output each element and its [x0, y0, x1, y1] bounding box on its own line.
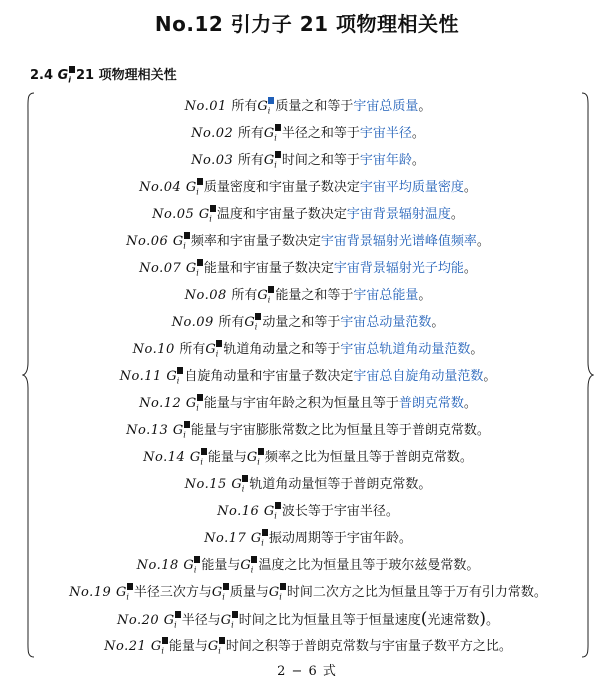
list-item: No.04 $G_i$ 质量密度和宇宙量子数决定宇宙平均质量密度。 — [139, 180, 477, 197]
graviton-symbol: $G_i$ — [185, 396, 199, 413]
graviton-symbol: $G_i$ — [163, 613, 177, 630]
graviton-symbol: $G_i$ — [263, 126, 277, 143]
list-item: No.16 $G_i$ 波长等于宇宙半径。 — [217, 504, 399, 521]
graviton-symbol: $G_i$ — [257, 288, 271, 305]
graviton-symbol: $G_i$ — [172, 423, 186, 440]
graviton-symbol: $G_i$ — [246, 450, 260, 467]
formula-number: 2 − 6 式 — [277, 664, 337, 679]
graviton-symbol: $G_i$ — [268, 585, 282, 602]
graviton-symbol: $G_i$ — [250, 531, 264, 548]
list-item: No.10 所有$G_i$ 轨道角动量之和等于宇宙总轨道角动量范数。 — [132, 342, 484, 359]
list-item: No.07 $G_i$ 能量和宇宙量子数决定宇宙背景辐射光子均能。 — [139, 261, 477, 278]
section-number: 2.4 — [30, 68, 58, 83]
section-heading — [30, 64, 177, 85]
graviton-symbol: $G_i$ — [57, 68, 71, 85]
graviton-symbol: $G_i$ — [207, 639, 221, 656]
close-paren: ) — [479, 609, 486, 629]
list-item: No.11 $G_i$ 自旋角动量和宇宙量子数决定宇宙总自旋角动量范数。 — [119, 369, 497, 386]
list-item: No.08 所有$G_i$ 能量之和等于宇宙总能量。 — [184, 288, 432, 305]
page-title: No.12 引力子 21 项物理相关性 — [154, 12, 460, 36]
list-item: No.02 所有$G_i$ 半径之和等于宇宙半径。 — [191, 126, 425, 143]
list-item: No.09 所有$G_i$ 动量之和等于宇宙总动量范数。 — [171, 315, 445, 332]
list-item: No.14 $G_i$ 能量与$G_i$ 频率之比为恒量且等于普朗克常数。 — [143, 450, 473, 467]
graviton-symbol: $G_i$ — [185, 261, 199, 278]
graviton-symbol: $G_i$ — [198, 207, 212, 224]
graviton-symbol: $G_i$ — [166, 369, 180, 386]
graviton-symbol: $G_i$ — [211, 585, 225, 602]
graviton-symbol: $G_i$ — [257, 99, 271, 116]
graviton-symbol: $G_i$ — [244, 315, 258, 332]
open-paren: ( — [420, 609, 428, 629]
list-item: No.18 $G_i$ 能量与$G_i$ 温度之比为恒量且等于玻尔兹曼常数。 — [136, 558, 480, 575]
graviton-symbol: $G_i$ — [150, 639, 164, 656]
graviton-symbol: $G_i$ — [240, 558, 254, 575]
graviton-symbol: $G_i$ — [220, 613, 234, 630]
section-text: 21 项物理相关性 — [75, 68, 177, 83]
list-item: No.06 $G_i$ 频率和宇宙量子数决定宇宙背景辐射光谱峰值频率。 — [126, 234, 490, 251]
list-item: No.21 $G_i$ 能量与$G_i$ 时间之积等于普朗克常数与宇宙量子数平方之比。 — [104, 639, 512, 656]
graviton-symbol: $G_i$ — [183, 558, 197, 575]
list-item: No.01 所有$G_i$ 质量之和等于宇宙总质量。 — [184, 99, 432, 116]
graviton-symbol: $G_i$ — [205, 342, 219, 359]
graviton-symbol: $G_i$ — [185, 180, 199, 197]
graviton-symbol: $G_i$ — [172, 234, 186, 251]
graviton-symbol: $G_i$ — [263, 504, 277, 521]
list-item: No.15 $G_i$ 轨道角动量恒等于普朗克常数。 — [184, 477, 432, 494]
graviton-symbol: $G_i$ — [189, 450, 203, 467]
list-item: No.13 $G_i$ 能量与宇宙膨胀常数之比为恒量且等于普朗克常数。 — [126, 423, 490, 440]
list-item: No.05 $G_i$ 温度和宇宙量子数决定宇宙背景辐射温度。 — [152, 207, 464, 224]
list-item: No.17 $G_i$ 振动周期等于宇宙年龄。 — [204, 531, 412, 548]
graviton-symbol: $G_i$ — [231, 477, 245, 494]
correlation-list — [36, 93, 580, 660]
graviton-symbol: $G_i$ — [263, 153, 277, 170]
list-item: No.20 $G_i$ 半径与$G_i$ 时间之比为恒量且等于恒量速度(光速常数)。 — [116, 609, 500, 630]
right-brace-icon — [580, 92, 594, 658]
left-brace-icon — [22, 92, 36, 658]
list-item: No.12 $G_i$ 能量与宇宙年龄之积为恒量且等于普朗克常数。 — [139, 396, 477, 413]
list-item: No.03 所有$G_i$ 时间之和等于宇宙年龄。 — [191, 153, 425, 170]
list-item: No.19 $G_i$ 半径三次方与$G_i$ 质量与$G_i$ 时间二次方之比为恒量且等于万有引力常数。 — [69, 585, 547, 602]
graviton-symbol: $G_i$ — [115, 585, 129, 602]
